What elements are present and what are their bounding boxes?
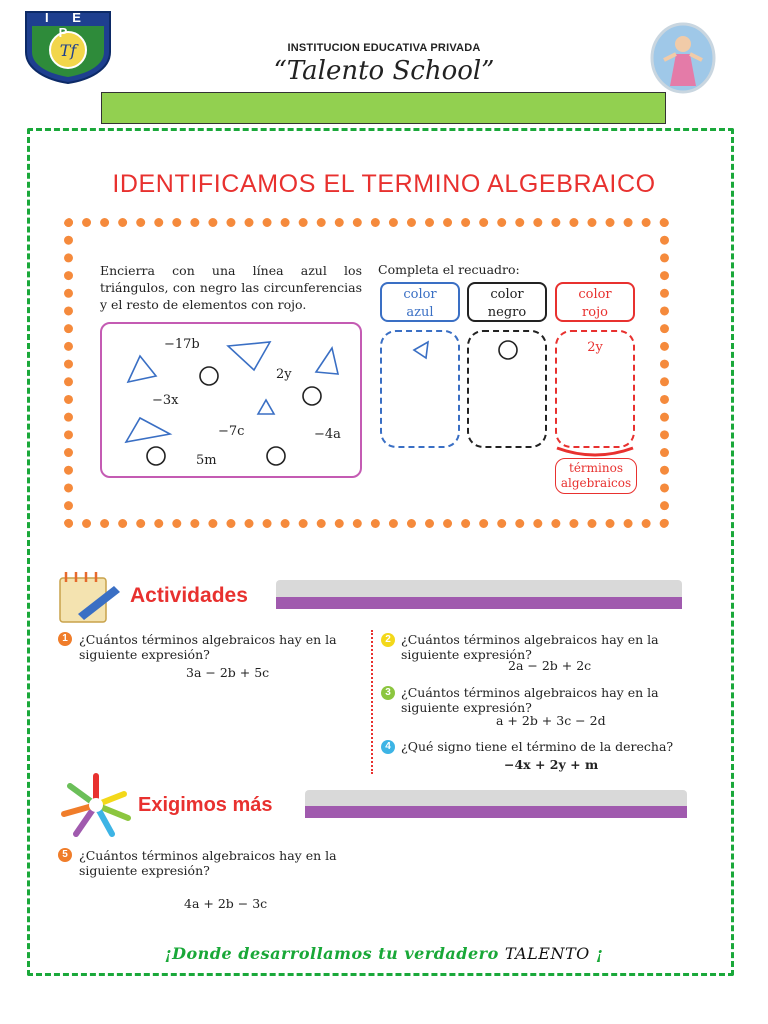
question-number-badge: 2: [381, 633, 395, 647]
question-expression: −4x + 2y + m: [504, 757, 599, 772]
term-label: −3x: [152, 393, 179, 408]
term-label: 2y: [276, 367, 292, 382]
box-label-line: azul: [406, 305, 434, 320]
question-expression: a + 2b + 3c − 2d: [496, 713, 606, 728]
triangle-shape: [128, 356, 156, 382]
question-expression: 3a − 2b + 5c: [186, 665, 270, 680]
term-label: −4a: [314, 427, 341, 442]
result-label-box: [555, 458, 637, 494]
column-divider: [371, 630, 373, 774]
circle-icon: [496, 338, 520, 362]
svg-text:Tf: Tf: [59, 41, 77, 60]
footer-end: ¡: [595, 944, 604, 963]
color-label-box-black: [467, 282, 547, 322]
result-label-line: algebraicos: [560, 476, 632, 490]
footer-slogan: [0, 944, 768, 963]
red-box-value: 2y: [587, 340, 603, 355]
institution-label: INSTITUCION EDUCATIVA PRIVADA: [287, 42, 481, 54]
question-text: ¿Cuántos términos algebraicos hay en la siguiente expresión?: [79, 632, 337, 662]
question-text: ¿Cuántos términos algebraicos hay en la siguiente expresión?: [401, 685, 659, 715]
question-text: ¿Cuántos términos algebraicos hay en la siguiente expresión?: [401, 632, 659, 662]
box-label-line: color: [403, 287, 437, 302]
question-number-badge: 1: [58, 632, 72, 646]
box-label-line: color: [578, 287, 612, 302]
shapes-drawing: [100, 322, 362, 478]
triangle-shape: [316, 348, 338, 374]
notebook-pen-icon: [54, 568, 124, 626]
question-number-badge: 4: [381, 740, 395, 754]
header-green-bar: [101, 92, 666, 124]
color-label-box-red: [555, 282, 635, 322]
box-label-line: color: [490, 287, 524, 302]
triangle-icon: [410, 340, 434, 360]
colored-pencils-icon: [56, 772, 136, 838]
complete-label: Completa el recuadro:: [378, 262, 520, 277]
box-label-line: rojo: [582, 305, 608, 320]
result-label-line: términos: [569, 461, 623, 475]
exercise-instruction: Encierra con una línea azul los triángulos, con negro las circunferencias y el resto de elementos con rojo.: [100, 263, 362, 312]
question-text: ¿Cuántos términos algebraicos hay en la siguiente expresión?: [79, 848, 337, 878]
exigimos-title: Exigimos más: [138, 794, 273, 816]
term-label: 5m: [196, 453, 217, 468]
term-label: −17b: [164, 337, 200, 352]
question-number-badge: 5: [58, 848, 72, 862]
actividades-title: Actividades: [130, 584, 248, 607]
circle-shape: [267, 447, 285, 465]
triangle-shape: [258, 400, 274, 414]
section-bar-purple: [276, 597, 682, 609]
section-bar-purple: [305, 806, 687, 818]
circle-shape: [303, 387, 321, 405]
question-expression: 2a − 2b + 2c: [508, 658, 592, 673]
footer-text: ¡Donde desarrollamos tu verdadero: [164, 944, 499, 963]
color-label-box-blue: [380, 282, 460, 322]
school-name: “Talento School”: [273, 56, 495, 86]
circle-shape: [147, 447, 165, 465]
footer-highlight: TALENTO: [504, 944, 590, 963]
circle-shape: [200, 367, 218, 385]
page-title: IDENTIFICAMOS EL TERMINO ALGEBRAICO: [112, 170, 656, 198]
triangle-shape: [126, 418, 170, 442]
question-expression: 4a + 2b − 3c: [184, 896, 268, 911]
logo-text: I E P: [45, 10, 91, 40]
term-label: −7c: [218, 424, 245, 439]
question-number-badge: 3: [381, 686, 395, 700]
triangle-shape: [228, 342, 270, 370]
box-label-line: negro: [487, 305, 527, 320]
question-text: ¿Qué signo tiene el término de la derecha?: [401, 739, 674, 754]
